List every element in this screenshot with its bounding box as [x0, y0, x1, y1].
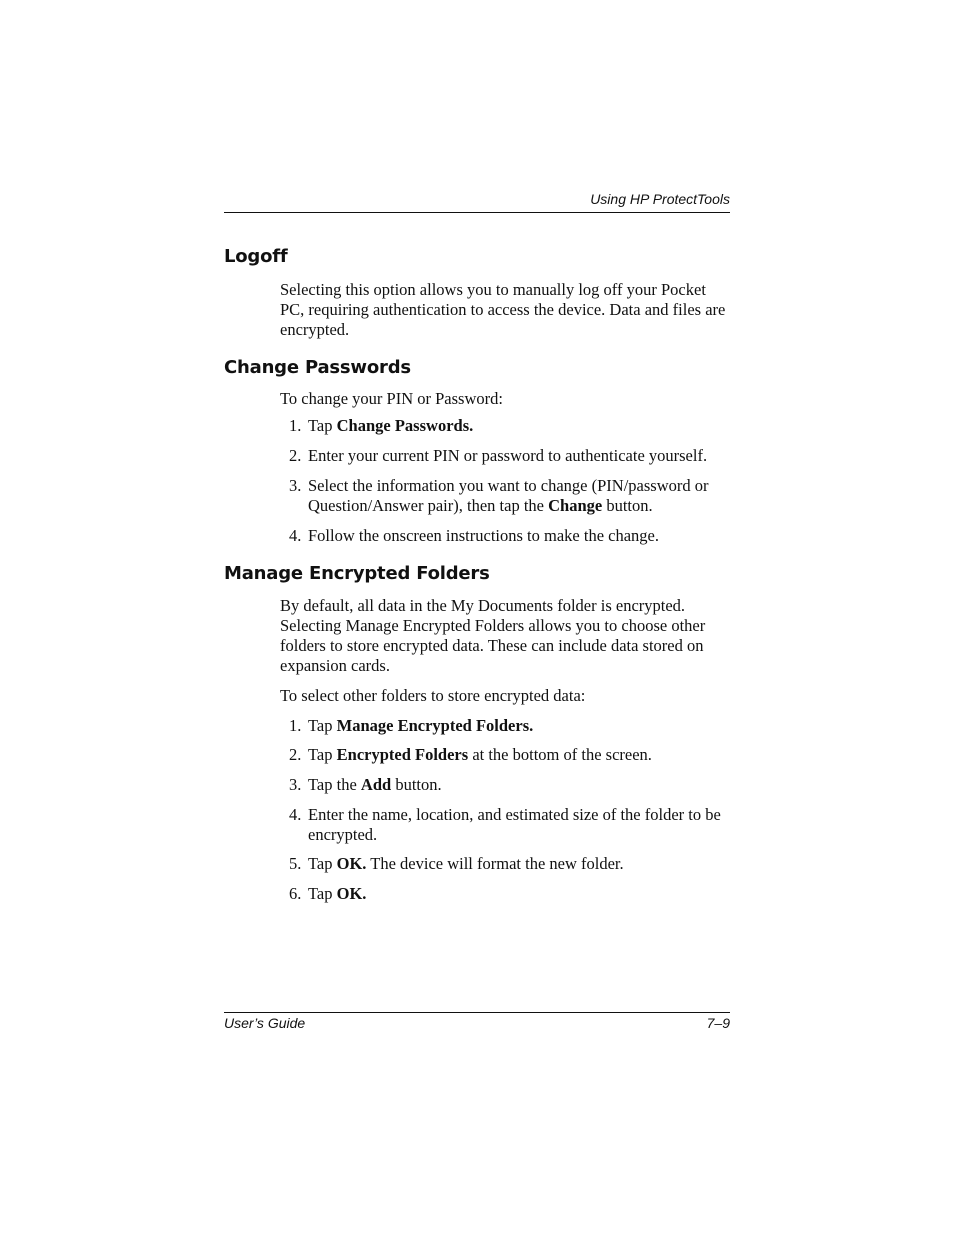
step-text: Tap the [308, 775, 361, 794]
step-bold-text: OK. [336, 854, 367, 873]
step-text: button. [391, 775, 442, 794]
section-heading-manage-encrypted-folders: Manage Encrypted Folders [224, 563, 490, 584]
step-text: Tap [308, 716, 337, 735]
footer-guide-title: User’s Guide [224, 1015, 306, 1031]
header-rule [224, 212, 730, 213]
step-text: Tap [308, 884, 337, 903]
list-number: 3. [289, 476, 302, 495]
step-text: at the bottom of the screen. [468, 745, 652, 764]
list-item [289, 805, 730, 845]
page-number: 7–9 [706, 1015, 730, 1031]
running-header: Using HP ProtectTools [590, 191, 730, 207]
step-bold-text: Encrypted Folders [336, 745, 469, 764]
step-text: Follow the onscreen instructions to make the change. [308, 526, 659, 545]
step-text: button. [602, 496, 653, 515]
step-bold-text: Change [548, 496, 603, 515]
step-text: The device will format the new folder. [366, 854, 624, 873]
change-passwords-intro: To change your PIN or Password: [280, 389, 503, 408]
step-bold-text: OK. [336, 884, 367, 903]
manage-folders-paragraph: By default, all data in the My Documents folder is encrypted. Selecting Manage Encrypted Folders allows you to choose other folders to store encrypted data. These can include data stored on expansion cards. [280, 596, 706, 675]
step-text: Enter your current PIN or password to authenticate yourself. [308, 446, 708, 465]
list-item [289, 446, 730, 466]
step-bold-text: Add [360, 775, 392, 794]
list-item [289, 526, 730, 546]
step-text: Tap [308, 745, 337, 764]
logoff-paragraph: Selecting this option allows you to manually log off your Pocket PC, requiring authentication to access the device. Data and files are encrypted. [280, 280, 726, 339]
list-item [289, 854, 730, 874]
list-item [289, 416, 730, 436]
list-number: 4. [289, 526, 302, 545]
list-number: 2. [289, 446, 302, 465]
list-item [289, 884, 730, 904]
step-text: Tap [308, 416, 337, 435]
list-item [289, 775, 730, 795]
step-bold-text: Change Passwords. [336, 416, 474, 435]
footer-rule [224, 1012, 730, 1013]
section-heading-change-passwords: Change Passwords [224, 357, 411, 378]
list-number: 1. [289, 416, 302, 435]
list-number: 3. [289, 775, 302, 794]
step-text: Enter the name, location, and estimated size of the folder to be encrypted. [308, 805, 721, 844]
step-bold-text: Manage Encrypted Folders. [336, 716, 534, 735]
section-heading-logoff: Logoff [224, 246, 288, 267]
list-number: 6. [289, 884, 302, 903]
step-text: Tap [308, 854, 337, 873]
list-number: 2. [289, 745, 302, 764]
list-item [289, 716, 730, 736]
list-item [289, 476, 730, 516]
list-number: 4. [289, 805, 302, 824]
step-text: Select the information you want to change (PIN/password or Question/Answer pair), then tap the [308, 476, 709, 515]
list-number: 1. [289, 716, 302, 735]
list-number: 5. [289, 854, 302, 873]
manage-folders-intro: To select other folders to store encrypted data: [280, 686, 586, 705]
list-item [289, 745, 730, 765]
